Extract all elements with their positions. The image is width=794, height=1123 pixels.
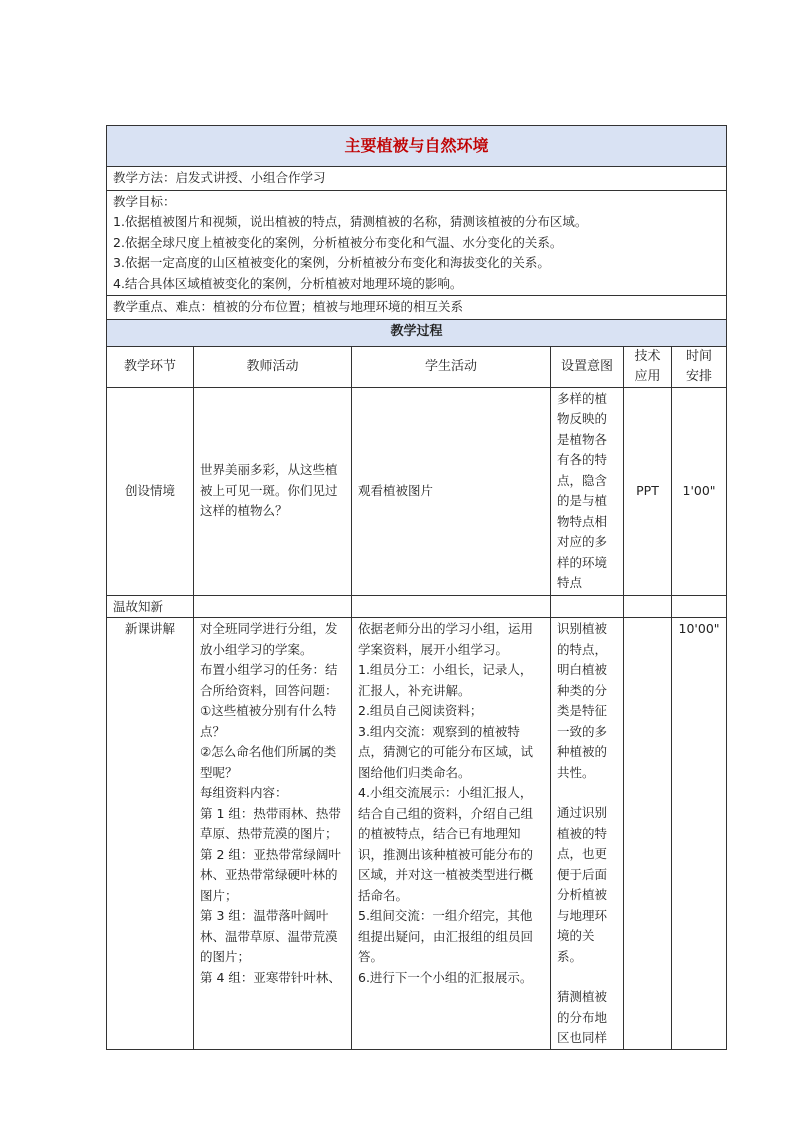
column-header-row — [107, 346, 727, 387]
paragraph-gap — [557, 967, 617, 987]
student-activity-cell: 观看植被图片 — [352, 387, 551, 595]
paragraph-gap — [557, 783, 617, 803]
stage-cell: 温故知新 — [107, 595, 194, 618]
table-row — [107, 595, 727, 618]
header-tech: 技术应用 — [624, 346, 672, 387]
stage-cell: 创设情境 — [107, 387, 194, 595]
header-time: 时间安排 — [672, 346, 727, 387]
empty-cell — [352, 595, 551, 618]
document-title: 主要植被与自然环境 — [107, 126, 727, 167]
stage-cell: 新课讲解 — [107, 618, 194, 1050]
teacher-paragraph: ②怎么命名他们所属的类型呢？ — [200, 744, 337, 780]
student-paragraph: 6.进行下一个小组的汇报展示。 — [358, 969, 533, 985]
process-title: 教学过程 — [107, 319, 727, 346]
objective-item: 2.依据全球尺度上植被变化的案例，分析植被分布变化和气温、水分变化的关系。 — [113, 234, 563, 250]
lesson-plan-document — [106, 125, 726, 1050]
student-paragraph: 2.组员自己阅读资料； — [358, 703, 483, 718]
student-activity-cell — [352, 618, 551, 1050]
empty-cell — [672, 595, 727, 618]
teacher-paragraph: 每组资料内容： — [200, 785, 288, 800]
intent-paragraph: 识别植被的特点，明白植被种类的分类是特征一致的多种植被的共性。 — [557, 621, 608, 780]
empty-cell — [551, 595, 624, 618]
student-paragraph: 5.组间交流：一组介绍完，其他组提出疑问，由汇报组的组员回答。 — [358, 908, 534, 964]
intent-paragraph: 通过识别植被的特点，也更便于后面分析植被与地理环境的关系。 — [557, 805, 608, 964]
intent-cell — [551, 618, 624, 1050]
student-paragraph: 4.小组交流展示：小组汇报人，结合自己组的资料，介绍自己组的植被特点，结合已有地理知识，推测出该种植被可能分布的区域，并对这一植被类型进行概括命名。 — [358, 785, 534, 903]
header-teacher: 教师活动 — [194, 346, 352, 387]
teacher-paragraph: 布置小组学习的任务：结合所给资料，回答问题： — [200, 662, 338, 698]
header-stage: 教学环节 — [107, 346, 194, 387]
student-paragraph: 1.组员分工：小组长，记录人，汇报人，补充讲解。 — [358, 662, 533, 698]
teacher-paragraph: 对全班同学进行分组，发放小组学习的学案。 — [200, 621, 338, 657]
empty-cell — [194, 595, 352, 618]
teacher-activity-cell — [194, 618, 352, 1050]
header-student: 学生活动 — [352, 346, 551, 387]
time-cell: 1'00" — [672, 387, 727, 595]
teacher-activity-cell: 世界美丽多彩，从这些植被上可见一斑。你们见过这样的植物么？ — [194, 387, 352, 595]
intent-cell: 多样的植物反映的是植物各有各的特点，隐含的是与植物特点相对应的多样的环境特点 — [551, 387, 624, 595]
teacher-paragraph: 第 2 组：亚热带常绿阔叶林、亚热带常绿硬叶林的图片； — [200, 846, 341, 903]
teacher-paragraph: ①这些植被分别有什么特点？ — [200, 703, 337, 739]
objectives-label: 教学目标： — [113, 193, 176, 209]
header-intent: 设置意图 — [551, 346, 624, 387]
objective-item: 3.依据一定高度的山区植被变化的案例，分析植被分布变化和海拔变化的关系。 — [113, 255, 550, 270]
teacher-paragraph: 第 1 组：热带雨林、热带草原、热带荒漠的图片； — [200, 805, 341, 841]
empty-cell — [624, 595, 672, 618]
lesson-plan-table — [106, 125, 727, 1050]
teacher-paragraph: 第 4 组：亚寒带针叶林、 — [200, 969, 341, 985]
objective-item: 1.依据植被图片和视频，说出植被的特点，猜测植被的名称，猜测该植被的分布区域。 — [113, 214, 588, 229]
teaching-method: 教学方法：启发式讲授、小组合作学习 — [107, 167, 727, 191]
intent-paragraph: 猜测植被的分布地区也同样 — [557, 989, 608, 1045]
tech-cell — [624, 618, 672, 1050]
time-cell: 10'00" — [672, 618, 727, 1050]
table-row — [107, 387, 727, 595]
student-paragraph: 3.组内交流：观察到的植被特点，猜测它的可能分布区域，试图给他们归类命名。 — [358, 723, 534, 780]
student-paragraph: 依据老师分出的学习小组，运用学案资料，展开小组学习。 — [358, 621, 534, 657]
key-points: 教学重点、难点：植被的分布位置；植被与地理环境的相互关系 — [107, 296, 727, 320]
objective-item: 4.结合具体区域植被变化的案例，分析植被对地理环境的影响。 — [113, 275, 463, 291]
tech-cell: PPT — [624, 387, 672, 595]
teacher-paragraph: 第 3 组：温带落叶阔叶林、温带草原、温带荒漠的图片； — [200, 908, 338, 964]
teaching-objectives — [107, 190, 727, 296]
table-row — [107, 618, 727, 1050]
